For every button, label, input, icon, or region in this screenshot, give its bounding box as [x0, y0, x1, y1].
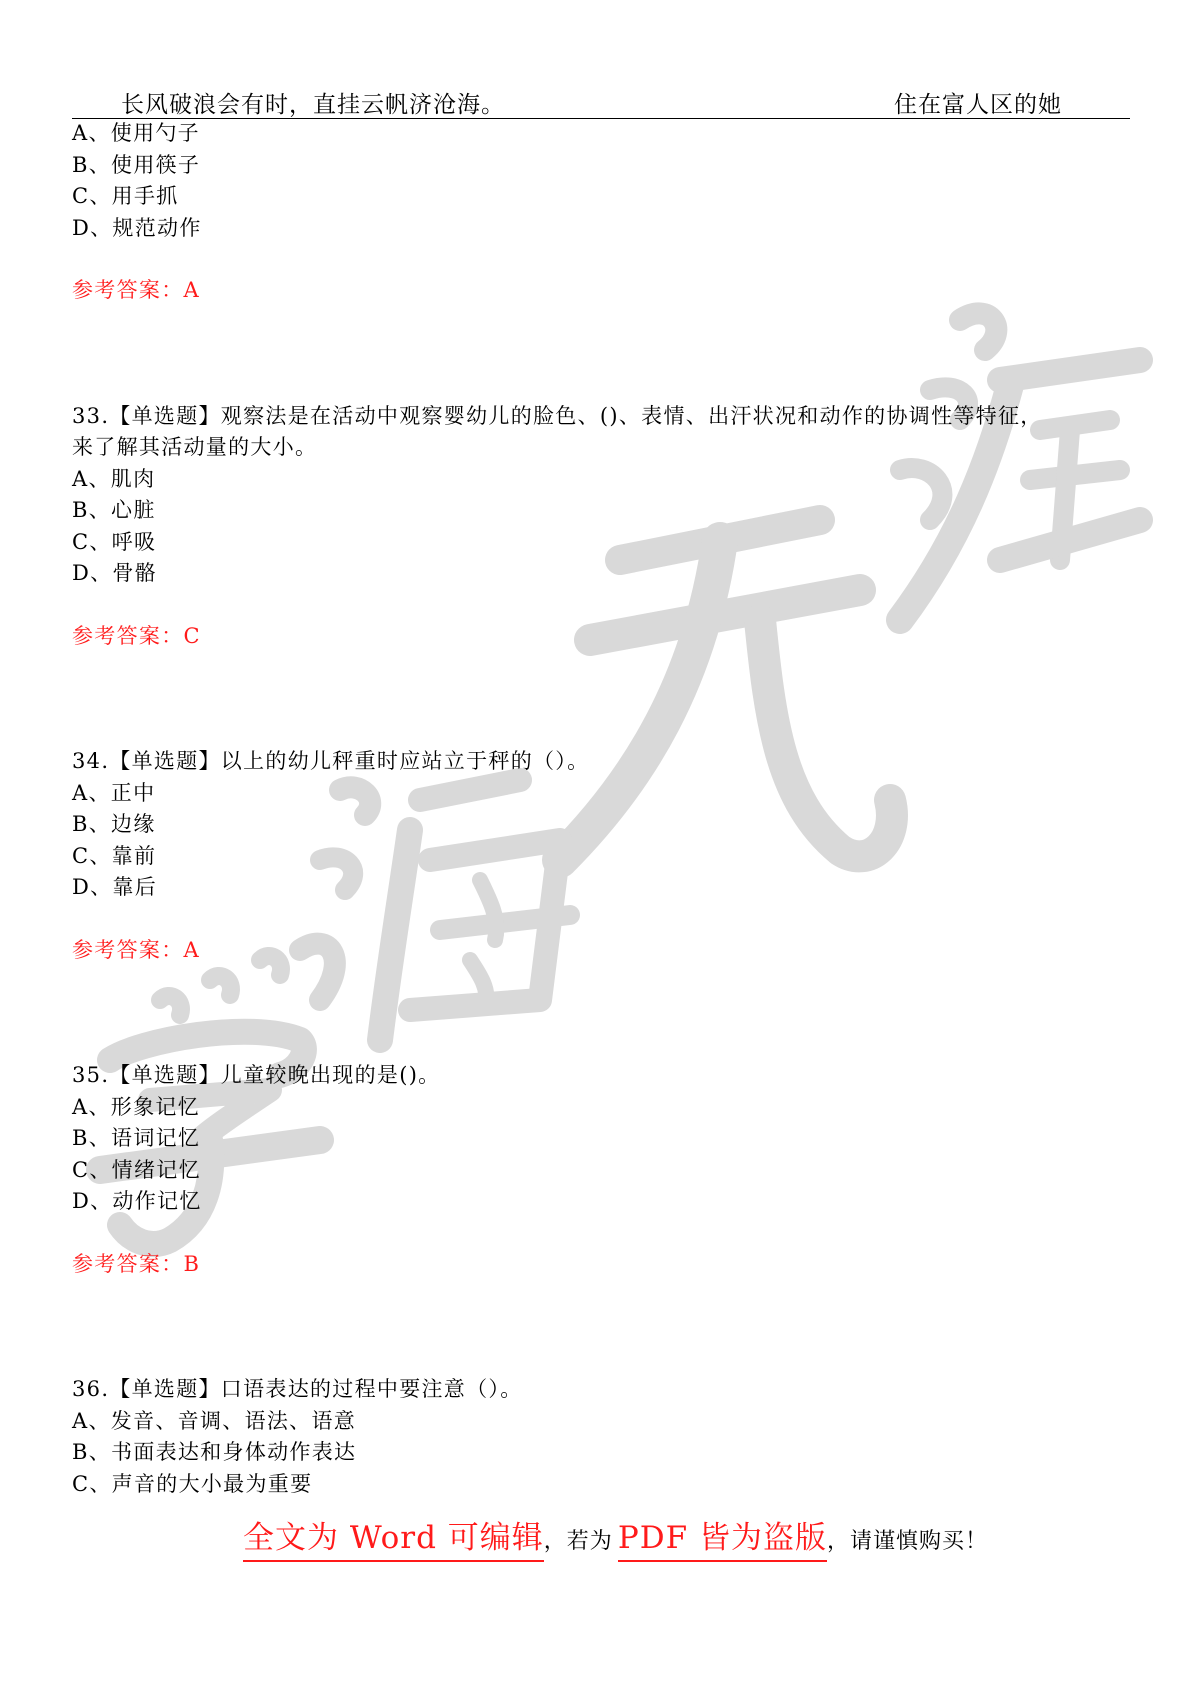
question-stem: 36.【单选题】口语表达的过程中要注意（）。 [72, 1377, 523, 1401]
question-block-33 [72, 401, 1132, 653]
reference-answer: 参考答案：B [72, 1251, 201, 1276]
option-b: B、使用筷子 [72, 152, 201, 177]
reference-answer: 参考答案：C [72, 623, 201, 648]
page-header [72, 78, 1130, 119]
option-a: A、形象记忆 [72, 1094, 200, 1119]
option-b: B、边缘 [72, 812, 156, 836]
header-author: 住在富人区的她 [894, 92, 1062, 118]
option-c: C、用手抓 [72, 184, 179, 208]
footer-text: ，若为 [543, 1529, 613, 1554]
question-block-34 [72, 746, 1132, 966]
question-block-35 [72, 1060, 1132, 1280]
question-block-36 [72, 1374, 1132, 1500]
option-d: D、规范动作 [72, 215, 202, 240]
footer-caution: ，请谨慎购买！ [826, 1529, 988, 1554]
option-c: C、呼吸 [72, 529, 157, 554]
page-footer-notice [243, 1512, 988, 1562]
option-c: C、声音的大小最为重要 [72, 1471, 313, 1496]
question-stem: 34.【单选题】以上的幼儿秤重时应站立于秤的（）。 [72, 749, 590, 773]
reference-answer: 参考答案：A [72, 937, 200, 962]
footer-word-editable: 全文为 Word 可编辑 [243, 1520, 544, 1562]
option-a: A、肌肉 [72, 466, 156, 491]
option-d: D、骨骼 [72, 561, 158, 585]
footer-pdf-pirated: PDF 皆为盗版 [618, 1520, 827, 1562]
option-a: A、正中 [72, 780, 156, 805]
question-content [72, 118, 1132, 1500]
reference-answer: 参考答案：A [72, 278, 200, 302]
option-b: B、书面表达和身体动作表达 [72, 1440, 357, 1464]
question-stem: 35.【单选题】儿童较晚出现的是()。 [72, 1063, 441, 1087]
option-c: C、靠前 [72, 843, 157, 868]
option-b: B、语词记忆 [72, 1126, 201, 1150]
header-motto: 长风破浪会有时，直挂云帆济沧海。 [121, 92, 505, 118]
option-a: A、使用勺子 [72, 121, 200, 145]
question-stem-cont: 来了解其活动量的大小。 [72, 435, 318, 459]
option-a: A、发音、音调、语法、语意 [72, 1408, 357, 1433]
question-stem: 33.【单选题】观察法是在活动中观察婴幼儿的脸色、()、表情、出汗状况和动作的协调性等特征， [72, 403, 1043, 428]
question-block-32 [72, 118, 1132, 307]
option-b: B、心脏 [72, 498, 156, 522]
option-d: D、靠后 [72, 875, 158, 899]
option-d: D、动作记忆 [72, 1189, 202, 1213]
option-c: C、情绪记忆 [72, 1157, 201, 1182]
